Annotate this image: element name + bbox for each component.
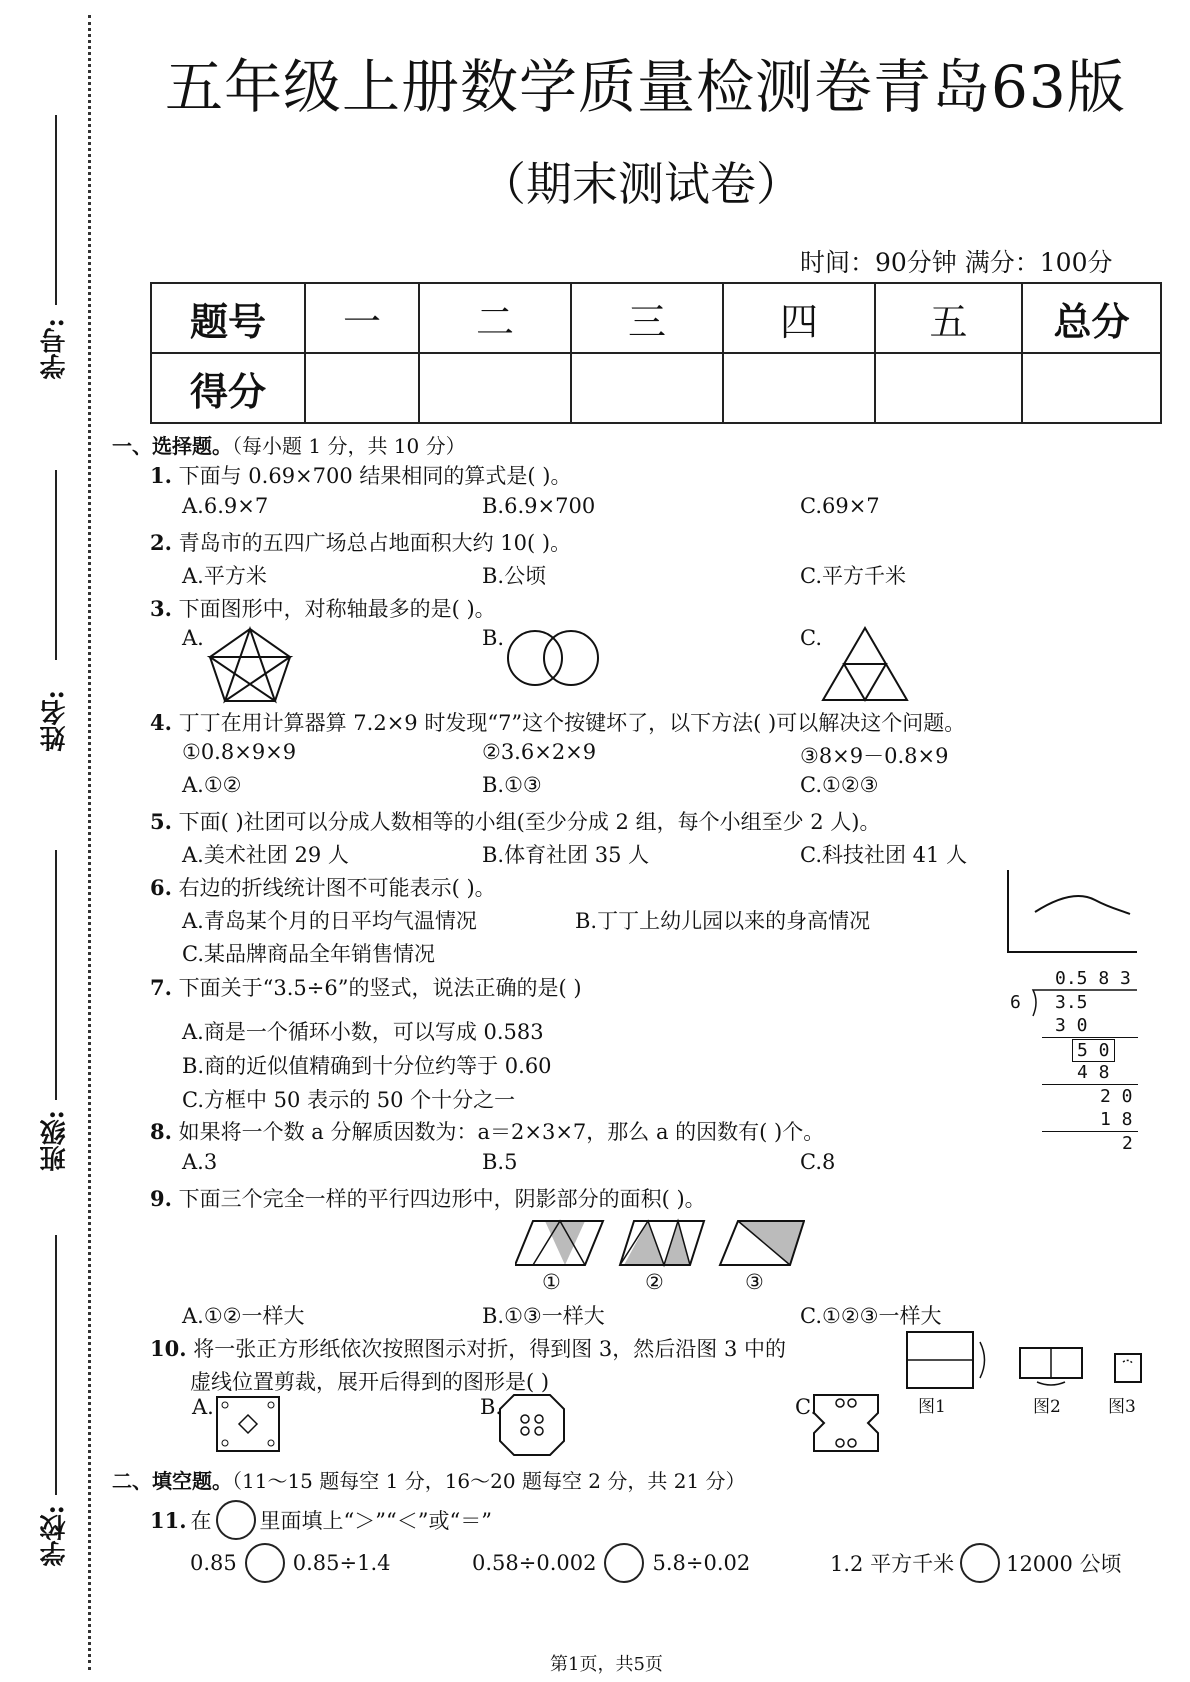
option-b[interactable]: B.丁丁上幼儿园以来的身高情况 [575, 909, 871, 933]
score-input-cell[interactable] [1022, 353, 1161, 423]
division-rule [1042, 1084, 1138, 1085]
option-a[interactable]: A.商是一个循环小数，可以写成 0.583 [182, 1020, 544, 1044]
compare-right: 5.8÷0.02 [652, 1551, 751, 1575]
figure-label-2: ② [645, 1270, 664, 1294]
option-a[interactable]: A.美术社团 29 人 [182, 843, 349, 867]
score-input-cell[interactable] [875, 353, 1022, 423]
division-rule [1042, 1037, 1138, 1038]
score-input-cell[interactable] [305, 353, 419, 423]
option-a[interactable]: A.①②一样大 [182, 1304, 305, 1328]
option-c[interactable]: C.8 [800, 1150, 836, 1174]
option-a[interactable]: A. [192, 1395, 214, 1419]
option-a[interactable]: A.青岛某个月的日平均气温情况 [182, 909, 477, 933]
division-row: 4 8 [1077, 1062, 1110, 1083]
option-c[interactable]: C.科技社团 41 人 [800, 843, 968, 867]
method-3: ③8×9－0.8×9 [800, 744, 949, 768]
option-b[interactable]: B.公顷 [482, 564, 547, 588]
score-table-cell: 五 [875, 283, 1022, 353]
score-input-cell[interactable] [419, 353, 571, 423]
question-number: 4. [150, 710, 172, 735]
question-4 [150, 707, 965, 737]
option-a[interactable]: A. [182, 626, 204, 650]
compare-left: 0.85 [190, 1551, 237, 1575]
question-number: 1. [150, 463, 172, 488]
question-text: 丁丁在用计算器算 7.2×9 时发现“7”这个按键坏了，以下方法( )可以解决这个问题。 [178, 711, 966, 735]
question-text: 青岛市的五四广场总占地面积大约 10( )。 [178, 531, 572, 555]
binding-dotted-line [88, 15, 91, 1670]
option-c[interactable]: C.方框中 50 表示的 50 个十分之一 [182, 1088, 516, 1112]
score-table-header-row [151, 283, 1161, 353]
question-6 [150, 872, 496, 902]
question-10 [150, 1333, 786, 1363]
score-table-score-row [151, 353, 1161, 423]
compare-item-1 [190, 1543, 391, 1583]
score-table-cell: 一 [305, 283, 419, 353]
question-2 [150, 527, 571, 557]
question-1 [150, 460, 571, 490]
section1-heading [112, 430, 466, 459]
option-a[interactable]: A.①② [182, 773, 242, 797]
score-table-cell: 二 [419, 283, 571, 353]
class-label: 班级: [40, 1110, 70, 1172]
parallelograms-figure [515, 1217, 805, 1269]
fold-label-2: 图2 [1033, 1397, 1061, 1417]
fold-label-3: 图3 [1108, 1397, 1136, 1417]
score-table-cell: 三 [571, 283, 723, 353]
section2-note: （11～15 题每空 1 分，16～20 题每空 2 分，共 21 分） [232, 1469, 746, 1493]
page-title: 五年级上册数学质量检测卷青岛63版 [165, 53, 1126, 121]
option-c[interactable]: C.①②③一样大 [800, 1304, 942, 1328]
question-text: 如果将一个数 a 分解质因数为：a＝2×3×7，那么 a 的因数有( )个。 [178, 1120, 825, 1144]
two-circles-figure [503, 628, 603, 688]
division-row: 1 8 [1100, 1109, 1133, 1130]
name-label: 姓名: [40, 690, 70, 752]
option-a[interactable]: A.3 [182, 1150, 218, 1174]
question-number: 2. [150, 530, 172, 555]
fold-figure-3 [1115, 1354, 1141, 1382]
line-chart-figure [1005, 870, 1140, 955]
option-b[interactable]: B. [482, 626, 505, 650]
name-line [55, 470, 57, 660]
option-b[interactable]: B.①③ [482, 773, 542, 797]
school-line [55, 1235, 57, 1495]
fold-label-1: 图1 [918, 1397, 946, 1417]
cut-result-a-figure [215, 1395, 283, 1455]
division-divisor: 6 [1010, 992, 1021, 1013]
page-footer: 第1页，共5页 [550, 1654, 663, 1675]
question-text-line-1: 将一张正方形纸依次按照图示对折，得到图 3，然后沿图 3 中的 [193, 1337, 786, 1361]
question-3 [150, 593, 496, 623]
score-table-cell: 四 [723, 283, 875, 353]
question-7 [150, 972, 582, 1002]
option-b[interactable]: B.商的近似值精确到十分位约等于 0.60 [182, 1054, 552, 1078]
student-id-line [55, 115, 57, 305]
option-c[interactable]: C. [800, 626, 822, 650]
cut-result-b-figure [498, 1393, 566, 1457]
question-number: 3. [150, 596, 172, 621]
section1-title: 一、选择题。 [112, 434, 232, 458]
question-number: 5. [150, 809, 172, 834]
question-text: 右边的折线统计图不可能表示( )。 [178, 876, 496, 900]
question-11 [150, 1500, 492, 1540]
compare-answer-circle[interactable] [960, 1543, 1000, 1583]
compare-item-2 [472, 1543, 750, 1583]
class-line [55, 850, 57, 1100]
question-text: 下面三个完全一样的平行四边形中，阴影部分的面积( )。 [178, 1187, 706, 1211]
question-5 [150, 806, 881, 836]
option-a[interactable]: A.平方米 [182, 564, 267, 588]
question-9 [150, 1183, 706, 1213]
division-boxed-row: 5 0 [1072, 1039, 1115, 1062]
compare-item-3 [830, 1543, 1122, 1583]
score-table-cell: 总分 [1022, 283, 1161, 353]
section1-note: （每小题 1 分，共 10 分） [232, 434, 466, 458]
fold-figure-1 [907, 1332, 985, 1388]
option-c[interactable]: C. [795, 1395, 817, 1419]
option-c[interactable]: C.某品牌商品全年销售情况 [182, 942, 435, 966]
option-c[interactable]: C.平方千米 [800, 564, 906, 588]
fold-figure-2 [1020, 1348, 1082, 1385]
method-1: ①0.8×9×9 [182, 740, 297, 764]
page-subtitle: （期末测试卷） [480, 157, 802, 211]
score-table [150, 282, 1162, 424]
option-b[interactable]: B. [480, 1395, 503, 1419]
option-b[interactable]: B.5 [482, 1150, 518, 1174]
figure-label-1: ① [542, 1270, 561, 1294]
division-row: 2 0 [1100, 1086, 1133, 1107]
question-number: 6. [150, 875, 172, 900]
pentagon-star-figure [205, 625, 295, 705]
division-rule [1042, 1131, 1138, 1132]
question-text-line-2: 虚线位置剪裁，展开后得到的图形是( ) [190, 1370, 550, 1394]
division-dividend: 3.5 [1055, 992, 1088, 1013]
question-8 [150, 1116, 824, 1146]
figure-label-3: ③ [745, 1270, 764, 1294]
compare-left: 1.2 平方千米 [830, 1552, 955, 1576]
score-input-cell[interactable] [723, 353, 875, 423]
score-input-cell[interactable] [571, 353, 723, 423]
question-number: 11. [150, 1507, 187, 1533]
question-text-pre: 在 [190, 1509, 212, 1533]
question-text-post: 里面填上“＞”“＜”或“＝” [259, 1509, 492, 1533]
compare-right: 0.85÷1.4 [292, 1551, 391, 1575]
subdivided-triangle-figure [820, 625, 910, 703]
time-info: 时间：90分钟 满分：100分 [800, 248, 1113, 277]
compare-circle-example [216, 1500, 256, 1540]
option-b[interactable]: B.①③一样大 [482, 1304, 605, 1328]
parallelogram-3 [720, 1221, 804, 1265]
question-text: 下面关于“3.5÷6”的竖式，说法正确的是( ) [178, 976, 582, 1000]
question-text: 下面图形中，对称轴最多的是( )。 [178, 597, 496, 621]
question-text: 下面( )社团可以分成人数相等的小组(至少分成 2 组，每个小组至少 2 人)。 [178, 810, 881, 834]
school-label: 学校: [40, 1505, 70, 1567]
option-c[interactable]: C.69×7 [800, 494, 880, 518]
compare-answer-circle[interactable] [604, 1543, 644, 1583]
division-row: 2 [1122, 1133, 1133, 1154]
question-number: 8. [150, 1119, 172, 1144]
section2-heading [112, 1465, 746, 1494]
option-b[interactable]: B.6.9×700 [482, 494, 596, 518]
option-c[interactable]: C.①②③ [800, 773, 879, 797]
division-quotient: 0.5 8 3 [1055, 968, 1131, 989]
folding-figures [905, 1330, 1145, 1390]
question-number: 9. [150, 1186, 172, 1211]
score-row-label: 得分 [151, 353, 305, 423]
option-a[interactable]: A.6.9×7 [182, 494, 269, 518]
division-row: 3 0 [1055, 1015, 1088, 1036]
option-b[interactable]: B.体育社团 35 人 [482, 843, 650, 867]
student-id-label: 学号: [40, 318, 70, 380]
parallelogram-1 [515, 1221, 603, 1265]
cut-result-c-figure [812, 1393, 882, 1455]
compare-answer-circle[interactable] [245, 1543, 285, 1583]
compare-right: 12000 公顷 [1006, 1552, 1122, 1576]
parallelogram-2 [620, 1221, 704, 1265]
question-text: 下面与 0.69×700 结果相同的算式是( )。 [178, 464, 572, 488]
question-number: 10. [150, 1336, 187, 1361]
compare-left: 0.58÷0.002 [472, 1551, 597, 1575]
score-table-cell: 题号 [151, 283, 305, 353]
question-number: 7. [150, 975, 172, 1000]
method-2: ②3.6×2×9 [482, 740, 597, 764]
section2-title: 二、填空题。 [112, 1469, 232, 1493]
